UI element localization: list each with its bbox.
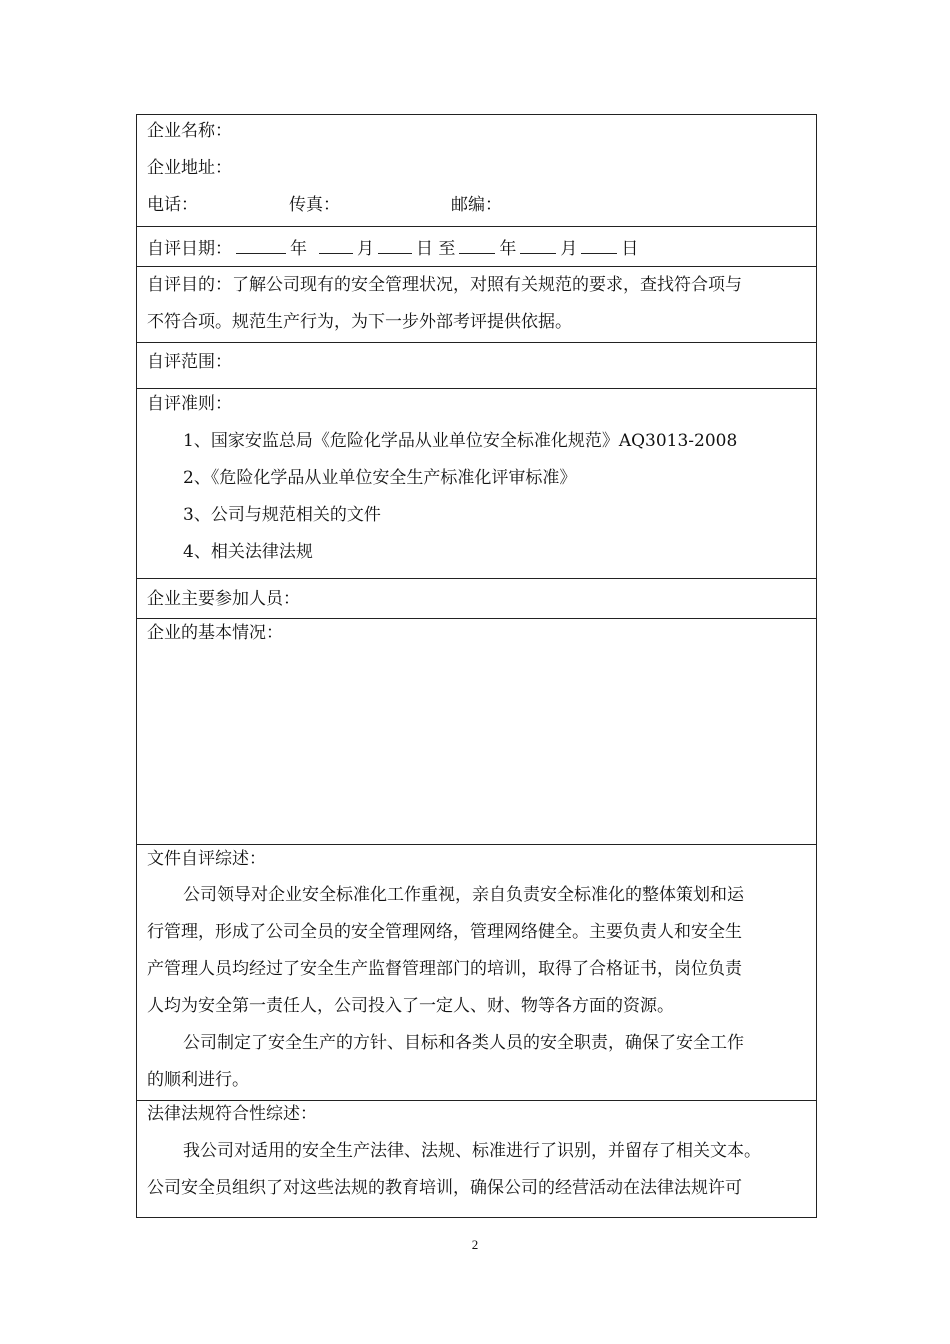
participants-row [137,579,816,619]
legal-review-row [137,1101,816,1218]
criteria-item-4: 4、相关法律法规 [183,542,313,562]
criteria-item-3: 3、公司与规范相关的文件 [183,505,381,525]
basic-info-row [137,619,816,845]
basic-info-label: 企业的基本情况： [147,623,283,643]
page-number: 2 [471,1237,479,1252]
month-end-blank[interactable] [520,236,556,254]
fax-label: 传真： [289,195,340,215]
legal-review-label: 法律法规符合性综述： [147,1104,317,1124]
scope-label: 自评范围： [147,352,232,372]
phone-label: 电话： [147,195,198,215]
eval-date-row [137,227,816,267]
company-name-label: 企业名称： [147,121,232,141]
criteria-item-1: 1、国家安监总局《危险化学品从业单位安全标准化规范》AQ3013-2008 [183,431,738,451]
doc-review-p1-line-1: 公司领导对企业安全标准化工作重视，亲自负责安全标准化的整体策划和运 [183,885,744,905]
month-start-unit: 月 [357,239,374,259]
legal-review-line-1: 我公司对适用的安全生产法律、法规、标准进行了识别，并留存了相关文本。 [183,1141,761,1161]
doc-review-p1-line-3: 产管理人员均经过了安全生产监督管理部门的培训，取得了合格证书，岗位负责 [147,959,742,979]
month-end-unit: 月 [560,239,578,259]
date-range-to: 至 [438,239,456,259]
day-start-blank[interactable] [378,236,412,254]
doc-review-p2-line-2: 的顺利进行。 [147,1070,249,1090]
eval-date-label: 自评日期： [147,239,232,259]
self-evaluation-form [136,114,817,1218]
criteria-item-2: 2、《危险化学品从业单位安全生产标准化评审标准》 [183,468,577,488]
year-start-unit: 年 [290,239,307,259]
participants-label: 企业主要参加人员： [147,589,300,609]
company-address-label: 企业地址： [147,158,232,178]
company-info-row [137,115,816,227]
postcode-label: 邮编： [451,195,502,215]
day-start-unit: 日 [416,239,433,259]
eval-scope-row [137,343,816,389]
legal-review-line-2: 公司安全员组织了对这些法规的教育培训，确保公司的经营活动在法律法规许可 [147,1178,742,1198]
doc-review-row [137,845,816,1101]
doc-review-p1-line-4: 人均为安全第一责任人，公司投入了一定人、财、物等各方面的资源。 [147,996,674,1016]
purpose-line-1: 自评目的：了解公司现有的安全管理状况，对照有关规范的要求，查找符合项与 [147,275,742,295]
doc-review-label: 文件自评综述： [147,849,266,869]
day-end-unit: 日 [621,239,639,259]
doc-review-p2-line-1: 公司制定了安全生产的方针、目标和各类人员的安全职责，确保了安全工作 [183,1033,744,1053]
doc-review-p1-line-2: 行管理，形成了公司全员的安全管理网络，管理网络健全。主要负责人和安全生 [147,922,742,942]
eval-criteria-row [137,389,816,579]
year-start-blank[interactable] [236,236,286,254]
eval-date-line [147,236,638,259]
eval-purpose-row [137,267,816,343]
year-end-blank[interactable] [459,236,495,254]
purpose-line-2: 不符合项。规范生产行为，为下一步外部考评提供依据。 [147,312,572,332]
year-end-unit: 年 [499,239,517,259]
month-start-blank[interactable] [319,236,353,254]
criteria-label: 自评准则： [147,394,232,414]
day-end-blank[interactable] [581,236,617,254]
